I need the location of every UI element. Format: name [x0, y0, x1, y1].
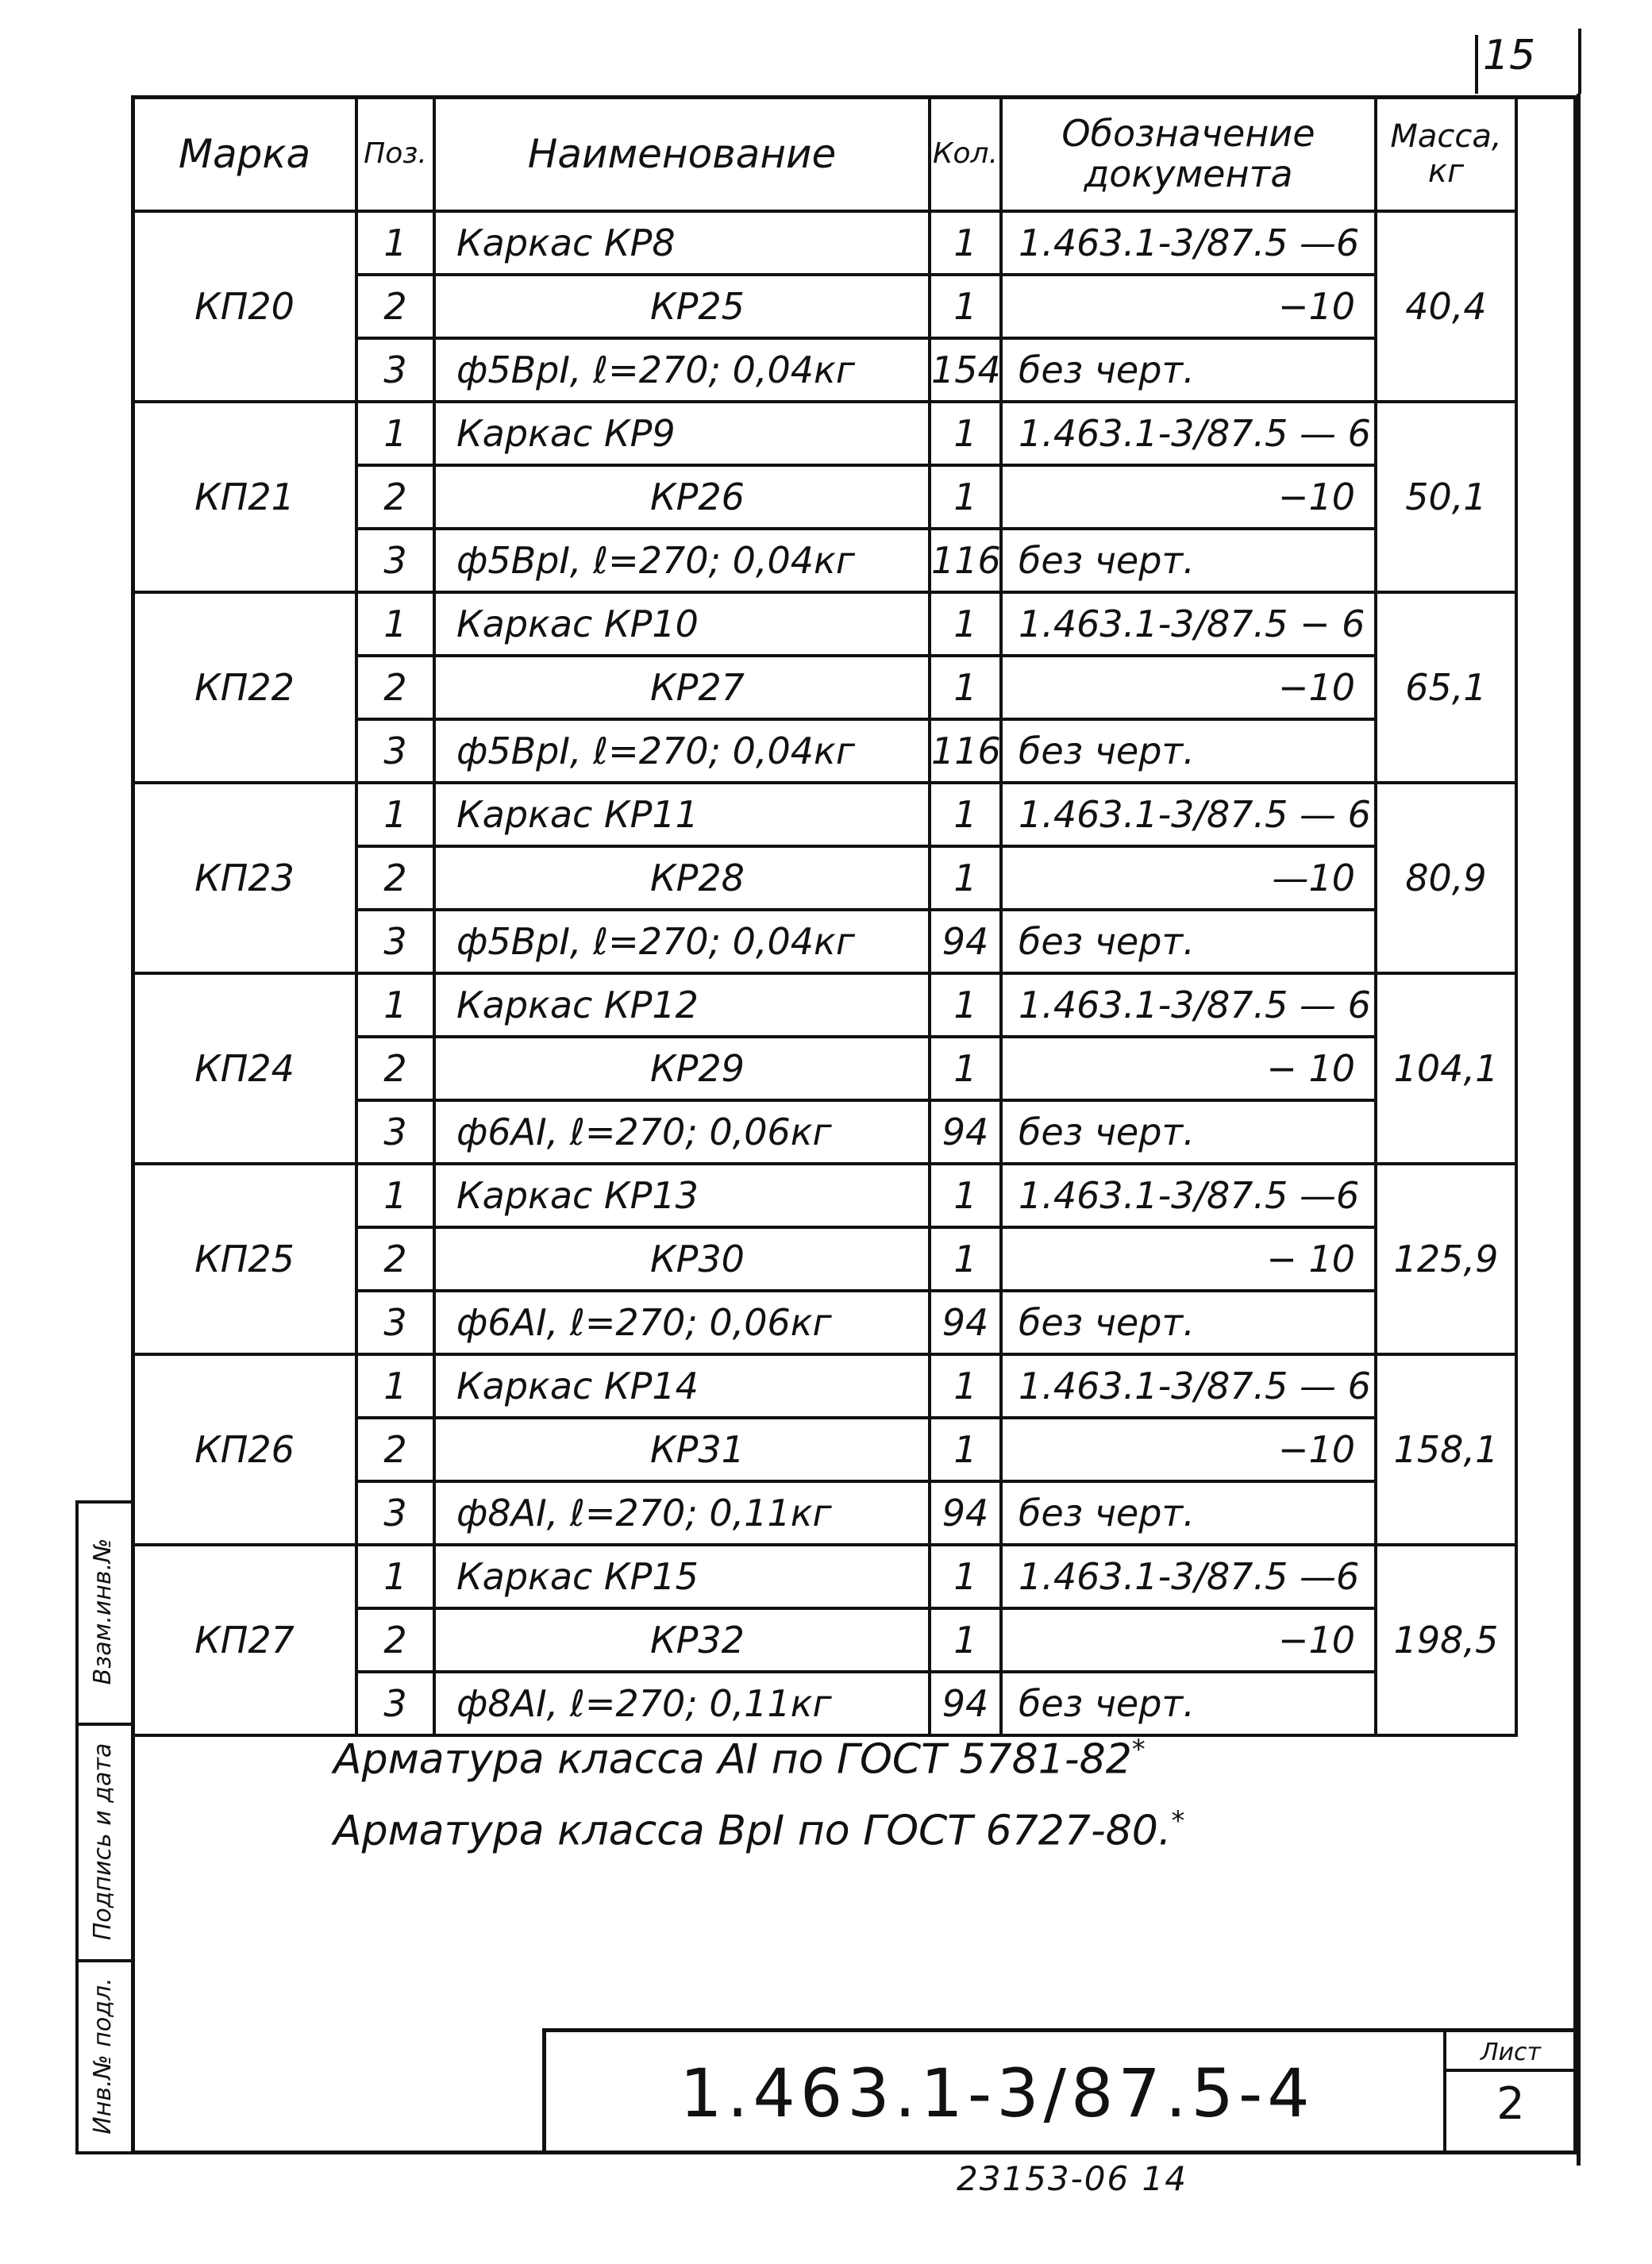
- cell-pos: 2: [356, 1227, 434, 1291]
- cell-qty: 94: [930, 1672, 1001, 1735]
- cell-qty: 1: [930, 1164, 1001, 1227]
- cell-pos: 2: [356, 1608, 434, 1672]
- cell-pos: 1: [356, 1354, 434, 1418]
- note-line-1: Арматура класса АI по ГОСТ 5781-82*: [333, 1734, 1146, 1784]
- cell-name: ф5ВрI, ℓ=270; 0,04кг: [434, 338, 930, 402]
- cell-qty: 154: [930, 338, 1001, 402]
- cell-qty: 1: [930, 465, 1001, 529]
- cell-name: Каркас КР8: [434, 211, 930, 275]
- cell-qty: 1: [930, 1354, 1001, 1418]
- cell-name: КР32: [434, 1608, 930, 1672]
- cell-mass: 198,5: [1376, 1545, 1516, 1735]
- cell-pos: 3: [356, 1672, 434, 1735]
- cell-name: КР25: [434, 275, 930, 338]
- cell-qty: 1: [930, 656, 1001, 719]
- cell-name: КР31: [434, 1418, 930, 1481]
- sheet-label: Лист: [1480, 2039, 1542, 2066]
- table-row: [133, 592, 1516, 656]
- header-row: [133, 97, 1516, 211]
- cell-doc: −10: [1001, 1418, 1376, 1481]
- cell-mass: 65,1: [1376, 592, 1516, 783]
- cell-doc: без черт.: [1001, 529, 1376, 592]
- header-mass: Масса, кг: [1376, 97, 1516, 211]
- cell-doc: 1.463.1-3/87.5 — 6: [1001, 402, 1376, 465]
- archive-number: 23153-06 14: [957, 2159, 1188, 2198]
- cell-qty: 1: [930, 1608, 1001, 1672]
- cell-name: Каркас КР14: [434, 1354, 930, 1418]
- cell-qty: 1: [930, 1545, 1001, 1608]
- cell-doc: —10: [1001, 846, 1376, 910]
- cell-pos: 3: [356, 529, 434, 592]
- cell-doc: 1.463.1-3/87.5 — 6: [1001, 783, 1376, 846]
- cell-doc: −10: [1001, 1608, 1376, 1672]
- cell-qty: 1: [930, 402, 1001, 465]
- cell-name: ф5ВрI, ℓ=270; 0,04кг: [434, 719, 930, 783]
- title-block: [542, 2028, 1577, 2154]
- sheet-divider: [1446, 2069, 1577, 2072]
- cell-doc: без черт.: [1001, 1481, 1376, 1545]
- cell-mass: 158,1: [1376, 1354, 1516, 1545]
- cell-doc: − 10: [1001, 1227, 1376, 1291]
- cell-pos: 2: [356, 1037, 434, 1100]
- cell-name: КР29: [434, 1037, 930, 1100]
- cell-mark: КП21: [133, 402, 356, 592]
- cell-pos: 2: [356, 275, 434, 338]
- cell-doc: −10: [1001, 275, 1376, 338]
- cell-qty: 1: [930, 1227, 1001, 1291]
- cell-mark: КП22: [133, 592, 356, 783]
- cell-doc: 1.463.1-3/87.5 —6: [1001, 1164, 1376, 1227]
- cell-qty: 94: [930, 1481, 1001, 1545]
- cell-mass: 40,4: [1376, 211, 1516, 402]
- spec-body: [133, 211, 1516, 1735]
- cell-pos: 3: [356, 1100, 434, 1164]
- cell-qty: 116: [930, 719, 1001, 783]
- cell-pos: 1: [356, 783, 434, 846]
- note-line-2: Арматура класса ВрI по ГОСТ 6727-80.*: [333, 1805, 1185, 1855]
- table-row: [133, 211, 1516, 275]
- sheet-box-divider: [1443, 2032, 1446, 2154]
- cell-mass: 125,9: [1376, 1164, 1516, 1354]
- cell-name: ф8АI, ℓ=270; 0,11кг: [434, 1672, 930, 1735]
- cell-doc: без черт.: [1001, 1672, 1376, 1735]
- cell-mark: КП24: [133, 973, 356, 1164]
- cell-mark: КП26: [133, 1354, 356, 1545]
- cell-qty: 1: [930, 1037, 1001, 1100]
- cell-name: КР27: [434, 656, 930, 719]
- cell-qty: 1: [930, 783, 1001, 846]
- cell-name: Каркас КР15: [434, 1545, 930, 1608]
- cell-doc: 1.463.1-3/87.5 —6: [1001, 1545, 1376, 1608]
- cell-name: Каркас КР10: [434, 592, 930, 656]
- cell-qty: 94: [930, 1291, 1001, 1354]
- note-asterisk-2: *: [1171, 1805, 1185, 1838]
- cell-qty: 94: [930, 1100, 1001, 1164]
- header-doc: Обозначение документа: [1001, 97, 1376, 211]
- cell-qty: 1: [930, 973, 1001, 1037]
- cell-qty: 1: [930, 846, 1001, 910]
- cell-qty: 94: [930, 910, 1001, 973]
- side-stamp-divider-1: [75, 1723, 131, 1726]
- header-pos: Поз.: [356, 97, 434, 211]
- cell-pos: 1: [356, 592, 434, 656]
- cell-pos: 1: [356, 1545, 434, 1608]
- cell-mark: КП25: [133, 1164, 356, 1354]
- table-row: [133, 1164, 1516, 1227]
- page-number-bar-left: [1475, 35, 1478, 94]
- notes: [333, 1719, 1184, 1862]
- cell-pos: 2: [356, 465, 434, 529]
- cell-doc: без черт.: [1001, 910, 1376, 973]
- table-row: [133, 402, 1516, 465]
- cell-doc: без черт.: [1001, 1100, 1376, 1164]
- cell-qty: 1: [930, 211, 1001, 275]
- cell-doc: − 10: [1001, 1037, 1376, 1100]
- header-name: Наименование: [434, 97, 930, 211]
- doc-code: 1.463.1-3/87.5-4: [680, 2054, 1315, 2132]
- cell-name: ф6АI, ℓ=270; 0,06кг: [434, 1100, 930, 1164]
- cell-pos: 2: [356, 1418, 434, 1481]
- table-row: [133, 1354, 1516, 1418]
- side-label-sign-date: Подпись и дата: [89, 1742, 117, 1941]
- cell-qty: 1: [930, 275, 1001, 338]
- cell-doc: −10: [1001, 656, 1376, 719]
- cell-name: Каркас КР11: [434, 783, 930, 846]
- cell-qty: 116: [930, 529, 1001, 592]
- cell-mass: 50,1: [1376, 402, 1516, 592]
- cell-mass: 104,1: [1376, 973, 1516, 1164]
- cell-doc: 1.463.1-3/87.5 —6: [1001, 211, 1376, 275]
- page-number: 15: [1483, 32, 1536, 79]
- cell-name: ф5ВрI, ℓ=270; 0,04кг: [434, 529, 930, 592]
- cell-pos: 1: [356, 211, 434, 275]
- cell-doc: 1.463.1-3/87.5 — 6: [1001, 973, 1376, 1037]
- cell-qty: 1: [930, 1418, 1001, 1481]
- cell-doc: 1.463.1-3/87.5 — 6: [1001, 1354, 1376, 1418]
- cell-name: ф6АI, ℓ=270; 0,06кг: [434, 1291, 930, 1354]
- cell-pos: 3: [356, 1481, 434, 1545]
- cell-name: ф8АI, ℓ=270; 0,11кг: [434, 1481, 930, 1545]
- table-row: [133, 973, 1516, 1037]
- sheet-number: 2: [1496, 2078, 1525, 2130]
- cell-pos: 3: [356, 719, 434, 783]
- cell-name: КР28: [434, 846, 930, 910]
- table-row: [133, 1545, 1516, 1608]
- side-label-replace-inv: Взам.инв.№: [89, 1538, 117, 1685]
- cell-mark: КП27: [133, 1545, 356, 1735]
- cell-doc: 1.463.1-3/87.5 − 6: [1001, 592, 1376, 656]
- cell-mass: 80,9: [1376, 783, 1516, 973]
- cell-qty: 1: [930, 592, 1001, 656]
- cell-name: Каркас КР12: [434, 973, 930, 1037]
- cell-name: КР30: [434, 1227, 930, 1291]
- cell-pos: 1: [356, 973, 434, 1037]
- cell-doc: без черт.: [1001, 719, 1376, 783]
- cell-pos: 2: [356, 656, 434, 719]
- cell-pos: 3: [356, 910, 434, 973]
- cell-name: КР26: [434, 465, 930, 529]
- cell-pos: 3: [356, 1291, 434, 1354]
- side-label-inv-no: Инв.№ подл.: [89, 1977, 117, 2135]
- cell-pos: 2: [356, 846, 434, 910]
- specification-table: [131, 95, 1518, 1737]
- cell-pos: 1: [356, 1164, 434, 1227]
- cell-pos: 1: [356, 402, 434, 465]
- cell-mark: КП23: [133, 783, 356, 973]
- header-qty: Кол.: [930, 97, 1001, 211]
- cell-doc: −10: [1001, 465, 1376, 529]
- cell-doc: без черт.: [1001, 1291, 1376, 1354]
- cell-mark: КП20: [133, 211, 356, 402]
- header-mark: Марка: [133, 97, 356, 211]
- cell-name: Каркас КР13: [434, 1164, 930, 1227]
- cell-doc: без черт.: [1001, 338, 1376, 402]
- cell-pos: 3: [356, 338, 434, 402]
- page-number-bar-right: [1578, 29, 1581, 94]
- table-row: [133, 783, 1516, 846]
- note-asterisk-1: *: [1131, 1734, 1146, 1765]
- cell-name: Каркас КР9: [434, 402, 930, 465]
- cell-name: ф5ВрI, ℓ=270; 0,04кг: [434, 910, 930, 973]
